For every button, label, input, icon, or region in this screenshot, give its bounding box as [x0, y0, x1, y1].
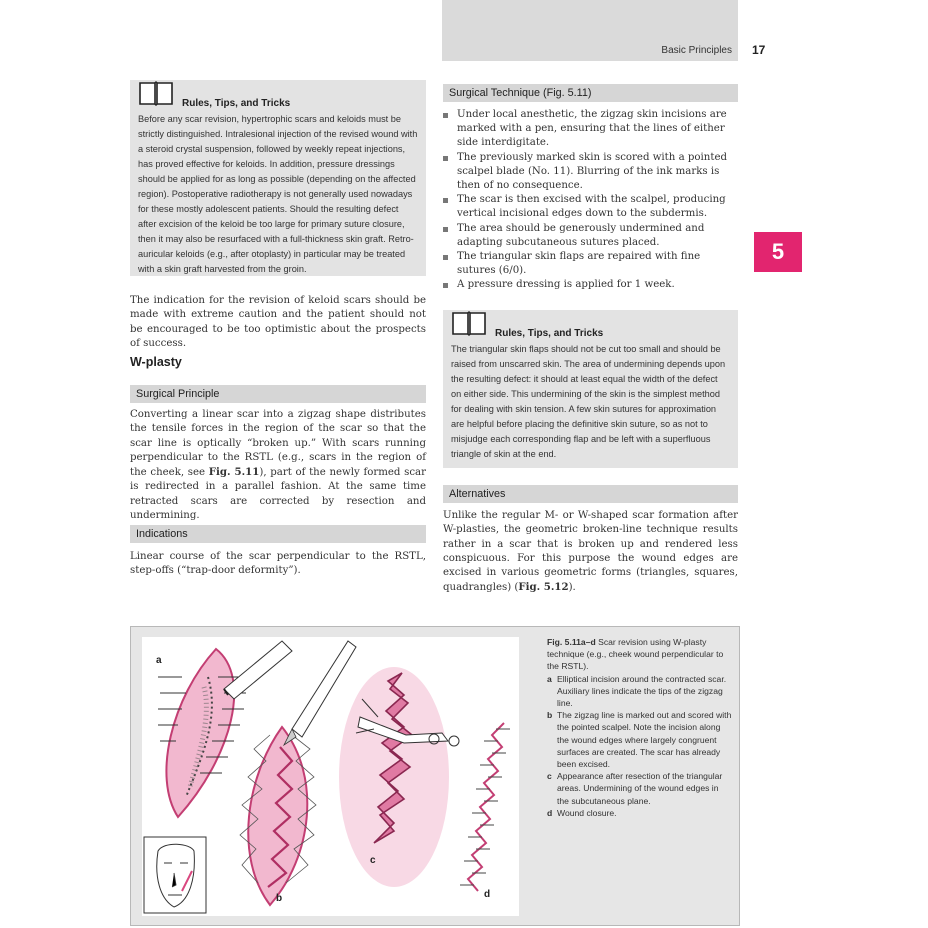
panel-d-closure [460, 723, 510, 891]
panel-label-c: c [370, 855, 376, 866]
caption-item [547, 709, 732, 770]
figure-reference[interactable]: Fig. 5.12 [518, 581, 569, 594]
step-text: Under local anesthetic, the zigzag skin incisions are marked with a pen, ensuring that the lines of either side interdigitate. [457, 109, 727, 149]
technique-step [443, 108, 737, 151]
tip-text: The triangular skin flaps should not be cut too small and should be raised from unscarred skin. The area of undermining depends upon the resulting defect: it should at least equal the width of the defect on either side. This undermining of the skin is the simplest method for dealing with skin tension. A few skin sutures for approximation are helpful before placing the definitive skin suture, so as not to misjudge each corresponding flap and be left with a superfluous triangle of skin at the end. [451, 344, 726, 459]
caption-item-text: Wound closure. [557, 807, 617, 818]
panel-label-a: a [156, 655, 162, 666]
page-number: 17 [752, 43, 766, 57]
technique-step [443, 278, 737, 292]
caption-item [547, 770, 732, 807]
figure-illustration [142, 637, 519, 916]
technique-step [443, 250, 737, 278]
section-heading: W-plasty [130, 355, 182, 369]
technique-step [443, 222, 737, 250]
caption-item-text: Appearance after resection of the triangular areas. Undermining of the wound edges in the subcutaneous plane. [557, 771, 723, 806]
caption-item-text: The zigzag line is marked out and scored with the pointed scalpel. Note the incision along the wound edges where largely congruent surfaces are created. The scar has already been excised. [557, 710, 732, 770]
step-text: The area should be generously undermined and adapting subcutaneous sutures placed. [457, 222, 705, 248]
alternatives-paragraph [443, 509, 738, 596]
panel-label-b: b [276, 893, 283, 904]
caption-item-key: a [547, 673, 552, 684]
subheading-bar-technique: Surgical Technique (Fig. 5.11) [443, 84, 738, 102]
subheading-bar-alternatives: Alternatives [443, 485, 738, 503]
figure-reference[interactable]: Fig. 5.11 [208, 466, 260, 479]
principle-text: Converting a linear scar into a zigzag shape distributes the tensile forces in the region of the scar so that the scar line is optically “broken up.” With scars running perpendicular to the RSTL (e.g., scars in the region of the cheek, see [130, 409, 426, 479]
book-icon [138, 80, 174, 110]
panel-c-undermining [339, 667, 459, 887]
bullet-icon [443, 113, 448, 118]
bullet-icon [443, 227, 448, 232]
keloid-paragraph: The indication for the revision of keloid scars should be made with extreme caution and the patient should not be encouraged to be too optimistic about the prospects of success. [130, 295, 426, 349]
technique-step [443, 151, 737, 194]
step-text: The previously marked skin is scored with a pointed scalpel blade (No. 11). Blurring of the ink marks is then of no consequence. [457, 151, 728, 192]
face-inset-drawing [144, 837, 206, 913]
alternatives-text: Unlike the regular M- or W-shaped scar formation after W-plasties, the geometric broken-line technique results rather in a scar that is broken up and rendered less conspicuous. For this purpose the wound edges are excised in various geometric forms (triangles, squares, quadrangles) ( [443, 510, 738, 594]
chapter-tab[interactable]: 5 [754, 232, 802, 272]
tip-box-keloids [130, 80, 426, 276]
caption-item-key: d [547, 807, 553, 818]
panel-b-zigzag [240, 727, 316, 905]
caption-item-key: c [547, 771, 552, 782]
technique-step [443, 193, 737, 221]
caption-intro: Scar revision using W-plasty technique (e.g., cheek wound perpendicular to the RSTL). [547, 637, 724, 672]
bullet-icon [443, 198, 448, 203]
caption-item [547, 673, 732, 710]
tip-title: Rules, Tips, and Tricks [182, 98, 291, 109]
caption-item [547, 807, 732, 819]
pen-drawing [224, 641, 292, 699]
panel-label-d: d [484, 889, 491, 900]
tip-title: Rules, Tips, and Tricks [495, 328, 604, 339]
subheading-bar: Surgical Principle [130, 385, 426, 403]
figure-caption [547, 636, 732, 819]
tip-text: Before any scar revision, hypertrophic scars and keloids must be strictly distinguished. Intralesional injection of the revised wound with a steroid crystal suspension, followed by weekly repeat injections, has proved effective for keloids. In addition, pressure dressings should be applied for as long as possible (depending on the affected region). Postoperative radiotherapy is not generally used nowadays for these mostly adolescent patients. Should the resulting defect after excision of the keloid be too large for primary suture closure, then it may also be resurfaced with a full-thickness skin graft. Retro-auricular keloids (e.g., after otoplasty) in particular may be treated with a skin graft harvested from the groin. [138, 114, 418, 274]
caption-label: Fig. 5.11a–d [547, 637, 596, 647]
panel-a-ellipse [158, 649, 246, 817]
tip-box-flaps [443, 310, 738, 468]
principle-text-end: ), part of the newly formed scar is redirected in a parallel fashion. At the same time retracted scars are corrected by resection and undermining. [130, 467, 426, 522]
technique-steps [443, 108, 737, 293]
caption-item-key: b [547, 710, 553, 721]
running-head: Basic Principles [661, 45, 732, 56]
bullet-icon [443, 156, 448, 161]
caption-item-text: Elliptical incision around the contracted scar. Auxiliary lines indicate the tips of the zigzag line. [557, 673, 727, 709]
subheading-bar-indications: Indications [130, 525, 426, 543]
step-text: A pressure dressing is applied for 1 week. [457, 279, 675, 291]
step-text: The scar is then excised with the scalpel, producing vertical incisional edges down to the subdermis. [457, 194, 726, 220]
bullet-icon [443, 283, 448, 288]
step-text: The triangular skin flaps are repaired with fine sutures (6/0). [457, 251, 701, 277]
indications-paragraph: Linear course of the scar perpendicular to the RSTL, step-offs (“trap-door deformity”). [130, 551, 426, 577]
principle-paragraph [130, 408, 426, 523]
book-icon [451, 310, 487, 340]
alternatives-text-end: ). [568, 582, 576, 594]
bullet-icon [443, 255, 448, 260]
